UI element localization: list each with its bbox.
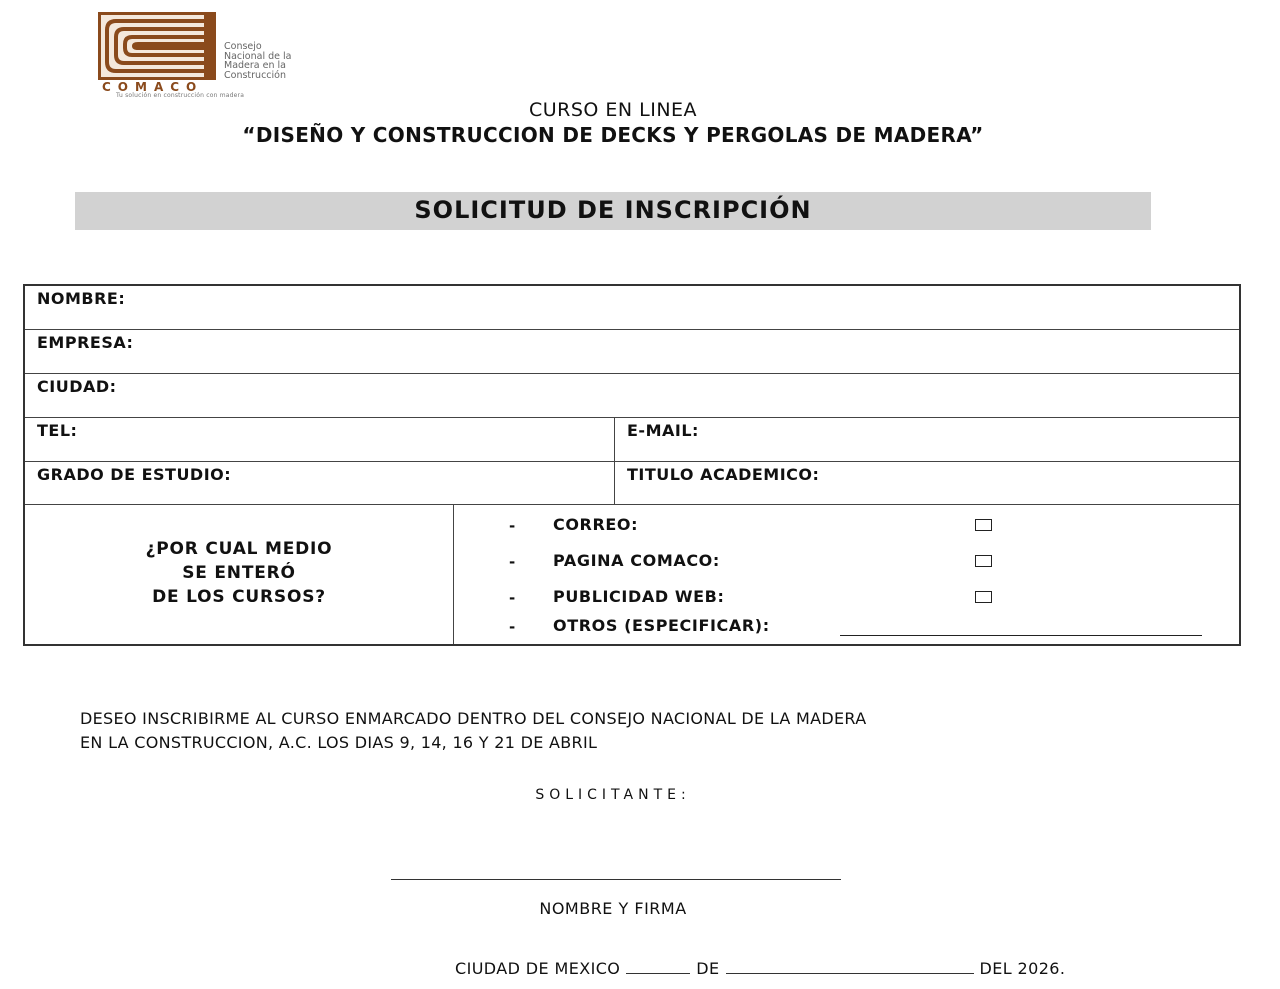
- month-field[interactable]: [726, 959, 974, 974]
- source-question-text: [25, 537, 453, 609]
- applicant-heading: SOLICITANTE:: [535, 787, 691, 803]
- row-education: [25, 462, 1239, 505]
- field-tel[interactable]: [25, 418, 614, 461]
- question-line: SE ENTERÓ: [182, 563, 296, 583]
- course-subtitle: CURSO EN LINEA: [528, 99, 698, 121]
- field-empresa[interactable]: [25, 330, 1239, 374]
- signature-label: NOMBRE Y FIRMA: [539, 899, 687, 918]
- comaco-logo: [98, 12, 328, 104]
- bullet-dash: -: [509, 618, 516, 636]
- date-city: CIUDAD DE MEXICO: [455, 959, 621, 978]
- registration-form: [23, 284, 1241, 646]
- field-ciudad[interactable]: [25, 374, 1239, 418]
- date-year: DEL 2026.: [979, 959, 1066, 978]
- field-label: TEL:: [37, 421, 78, 440]
- date-line: [455, 959, 1065, 978]
- field-grado-estudio[interactable]: [25, 462, 614, 504]
- checkbox-publicidad-web[interactable]: [975, 591, 992, 603]
- option-label: PUBLICIDAD WEB:: [553, 587, 725, 606]
- field-email[interactable]: [614, 418, 1241, 461]
- row-contact: [25, 418, 1239, 462]
- question-line: DE LOS CURSOS?: [152, 587, 326, 607]
- logo-wordmark: COMACO: [102, 80, 204, 94]
- checkbox-pagina-comaco[interactable]: [975, 555, 992, 567]
- course-title: “DISEÑO Y CONSTRUCCION DE DECKS Y PERGOLAS DE MADERA”: [242, 123, 984, 147]
- logo-name-line: Nacional de la: [224, 50, 292, 62]
- logo-name-line: Construcción: [224, 69, 286, 81]
- day-field[interactable]: [626, 959, 690, 974]
- option-correo: [454, 515, 1240, 539]
- option-label: CORREO:: [553, 515, 639, 534]
- field-label: E-MAIL:: [627, 421, 699, 440]
- field-label: NOMBRE:: [37, 289, 126, 308]
- option-label: PAGINA COMACO:: [553, 551, 720, 570]
- declaration-line: DESEO INSCRIBIRME AL CURSO ENMARCADO DENTRO DEL CONSEJO NACIONAL DE LA MADERA: [80, 709, 867, 728]
- bullet-dash: -: [509, 589, 516, 607]
- field-label: GRADO DE ESTUDIO:: [37, 465, 232, 484]
- form-title: SOLICITUD DE INSCRIPCIÓN: [414, 196, 812, 224]
- option-otros: [454, 616, 1240, 640]
- question-line: ¿POR CUAL MEDIO: [145, 539, 333, 559]
- signature-field[interactable]: [391, 879, 841, 880]
- logo-name-line: Consejo: [224, 41, 262, 52]
- option-label: OTROS (ESPECIFICAR):: [553, 616, 770, 635]
- form-title-banner: [75, 192, 1151, 230]
- logo-full-name: [224, 42, 291, 80]
- logo-tagline: Tu solución en construcción con madera: [116, 92, 245, 99]
- logo-name-line: Madera en la: [224, 60, 286, 71]
- otros-specify-field[interactable]: [840, 635, 1202, 636]
- date-connector: DE: [696, 959, 720, 978]
- option-pagina-comaco: [454, 551, 1240, 575]
- bullet-dash: -: [509, 517, 516, 535]
- field-nombre[interactable]: [25, 286, 1239, 330]
- declaration-line: EN LA CONSTRUCCION, A.C. LOS DIAS 9, 14, 16 Y 21 DE ABRIL: [80, 733, 598, 752]
- field-label: TITULO ACADEMICO:: [627, 465, 820, 484]
- field-label: EMPRESA:: [37, 333, 134, 352]
- source-options: [454, 505, 1240, 644]
- option-publicidad-web: [454, 587, 1240, 611]
- checkbox-correo[interactable]: [975, 519, 992, 531]
- comaco-logo-icon: [98, 12, 216, 80]
- bullet-dash: -: [509, 553, 516, 571]
- field-label: CIUDAD:: [37, 377, 117, 396]
- source-question: [25, 505, 454, 644]
- declaration-text: [80, 707, 1180, 755]
- field-titulo-academico[interactable]: [614, 462, 1241, 504]
